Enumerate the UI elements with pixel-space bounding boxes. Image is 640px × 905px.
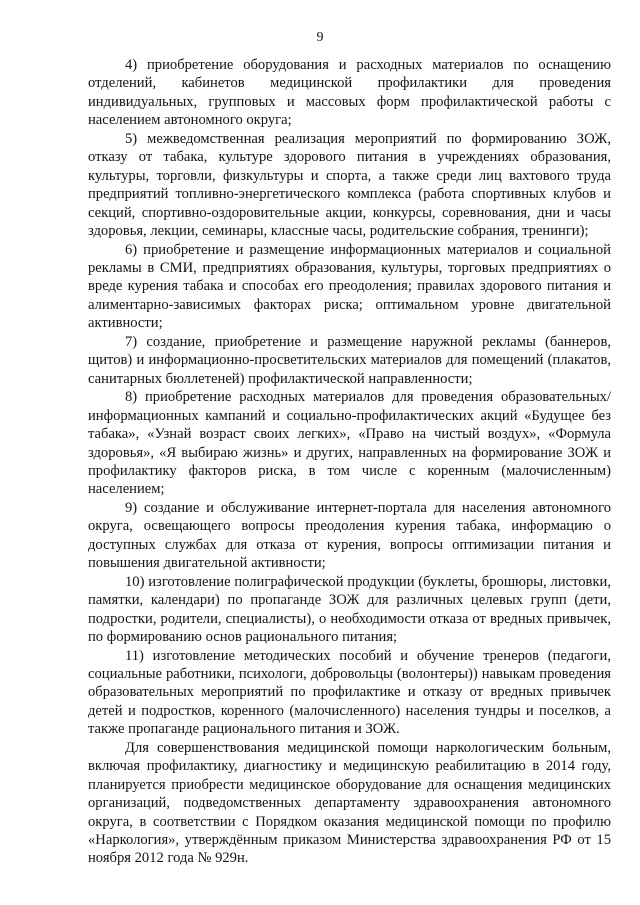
paragraph-item-10: 10) изготовление полиграфической продукции (буклеты, брошюры, листовки, памятки, календари) по пропаганде ЗОЖ для различных целевых групп (дети, подростки, родители, специалисты), о необходимости отказа от вредных привычек, по формированию основ рационального питания;: [88, 573, 611, 646]
paragraph-item-11: 11) изготовление методических пособий и обучение тренеров (педагоги, социальные работники, психологи, добровольцы (волонтеры)) навыкам проведения образовательных мероприятий по профилактике и отказу от вредных привычек детей и подростков, коренного (малочисленного) населения тундры и поселков, а также пропаганде рационального питания и ЗОЖ.: [88, 647, 611, 738]
page-number: 9: [316, 30, 324, 45]
body-text: [88, 56, 611, 868]
paragraph-narcology-equipment: Для совершенствования медицинской помощи наркологическим больным, включая профилактику, диагностику и медицинскую реабилитацию в 2014 году, планируется приобрести медицинское оборудование для оснащения медицинских организаций, подведомственных департаменту здравоохранения автономного округа, в соответствии с Порядком оказания медицинской помощи по профилю «Наркология», утверждённым приказом Министерства здравоохранения РФ от 15 ноября 2012 года № 929н.: [88, 739, 611, 867]
paragraph-item-8: 8) приобретение расходных материалов для проведения образовательных/информационных кампаний и социально-профилактических акций «Будущее без табака», «Узнай возраст своих легких», «Право на чистый воздух», «Формула здоровья», «Я выбираю жизнь» и других, направленных на формирование ЗОЖ и профилактику факторов риска, в том числе с коренным (малочисленным) населением;: [88, 389, 611, 498]
paragraph-item-4: 4) приобретение оборудования и расходных материалов по оснащению отделений, кабинетов медицинской профилактики для проведения индивидуальных, групповых и массовых форм профилактической работы с населением автономного округа;: [88, 57, 611, 129]
paragraph-item-6: 6) приобретение и размещение информационных материалов и социальной рекламы в СМИ, предприятиях образования, культуры, торговых предприятиях о вреде курения табака и способах его преодоления; правилах здорового питания и алиментарно-зависимых факторах риска; оптимальном уровне двигательной активности;: [88, 241, 611, 332]
paragraph-item-7: 7) создание, приобретение и размещение наружной рекламы (баннеров, щитов) и информационно-просветительских материалов для помещений (плакатов, санитарных бюллетеней) профилактической направленности;: [88, 333, 611, 387]
paragraph-item-9: 9) создание и обслуживание интернет-портала для населения автономного округа, освещающего вопросы преодоления курения табака, информацию о доступных службах для отказа от курения, вопросы оптимизации питания и повышения двигательной активности;: [88, 499, 611, 572]
paragraph-item-5: 5) межведомственная реализация мероприятий по формированию ЗОЖ, отказу от табака, культуре здорового питания в учреждениях образования, культуры, торговли, физкультуры и спорта, а также среди лиц вахтового труда предприятий топливно-энергетического комплекса (работа спортивных клубов и секций, спортивно-оздоровительные акции, конкурсы, соревнования, дни и часы здоровья, лекции, семинары, классные часы, родительские собрания, тренинги);: [88, 130, 611, 240]
